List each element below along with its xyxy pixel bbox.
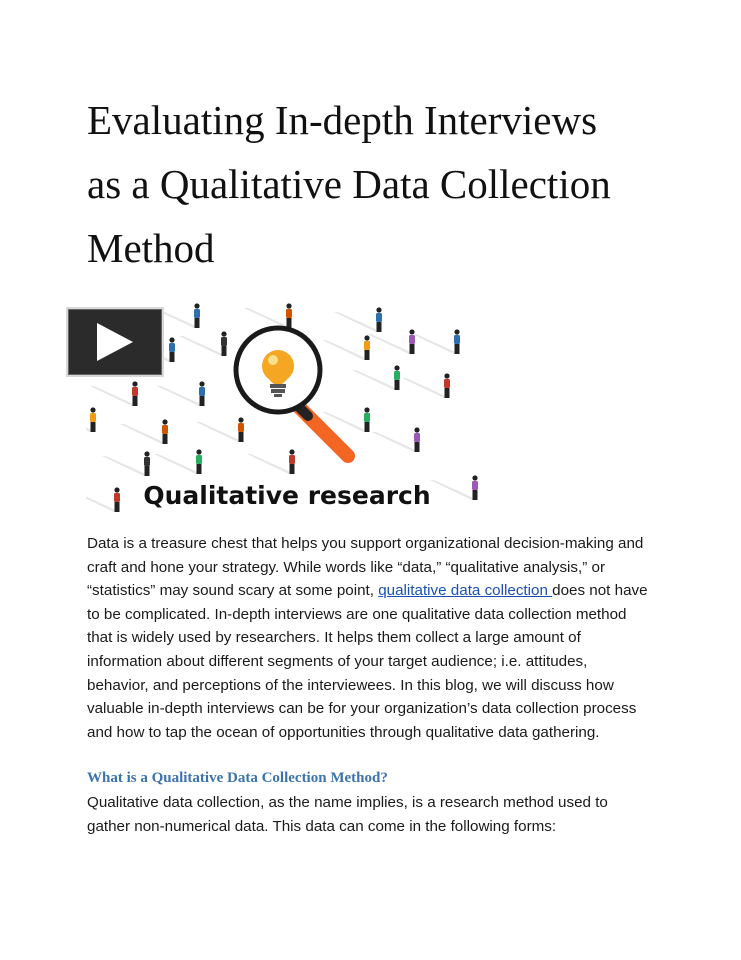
person-shadow xyxy=(367,334,415,354)
person-head xyxy=(394,365,399,370)
person-shadow xyxy=(196,422,244,442)
person-body xyxy=(144,457,150,466)
person-legs xyxy=(115,502,120,512)
person-head xyxy=(221,331,226,336)
person-body xyxy=(414,433,420,442)
illustration-caption: Qualitative research xyxy=(143,481,431,510)
intro-text-end: does not have to be complicated. In-depth interviews are one qualitative data collection method that is widely used by researchers. It helps them collect a large amount of information about different segments of your target audience; i.e. attitudes, behavior, and perceptions of the interviewees. In this blog, we will discuss how valuable in-depth interviews can be for your organization’s data collection process and how to tap the ocean of opportunities through qualitative data gathering. xyxy=(87,582,648,741)
person-body xyxy=(132,387,138,396)
person-legs xyxy=(170,352,175,362)
person-head xyxy=(162,419,167,424)
intro-paragraph xyxy=(87,532,652,744)
person-legs xyxy=(445,388,450,398)
person-body xyxy=(238,423,244,432)
person-head xyxy=(238,417,243,422)
person-head xyxy=(444,373,449,378)
video-play-button[interactable] xyxy=(66,307,164,377)
person-body xyxy=(286,309,292,318)
intro-text-start: Data is a treasure chest that helps you support organizational decision-making and craft and hone your strategy. While words like “data,” “qualitative analysis,” or “statistics” may sound scary at some point, xyxy=(87,535,644,600)
person-head xyxy=(454,329,459,334)
person-body xyxy=(90,413,96,422)
person-shadow xyxy=(244,308,292,328)
person-legs xyxy=(365,422,370,432)
person-body xyxy=(364,341,370,350)
title-line-2: as a Qualitative Data Collection xyxy=(87,161,611,207)
person-body xyxy=(169,343,175,352)
person-shadow xyxy=(412,334,460,354)
person-legs xyxy=(91,422,96,432)
person-head xyxy=(196,449,201,454)
person-legs xyxy=(239,432,244,442)
person-legs xyxy=(163,434,168,444)
person-shadow xyxy=(154,454,202,474)
person-legs xyxy=(365,350,370,360)
person-shadow xyxy=(402,378,450,398)
person-legs xyxy=(222,346,227,356)
person-head xyxy=(144,451,149,456)
person-head xyxy=(90,407,95,412)
person-shadow xyxy=(352,370,400,390)
person-head xyxy=(169,337,174,342)
person-head xyxy=(194,303,199,308)
person-body xyxy=(454,335,460,344)
person-body xyxy=(472,481,478,490)
person-legs xyxy=(195,318,200,328)
person-head xyxy=(376,307,381,312)
person-legs xyxy=(377,322,382,332)
definition-paragraph: Qualitative data collection, as the name implies, is a research method used to gather non-numerical data. This data can come in the following forms: xyxy=(87,794,608,835)
person-legs xyxy=(145,466,150,476)
person-body xyxy=(196,455,202,464)
page-title xyxy=(87,88,687,280)
title-line-1: Evaluating In-depth Interviews xyxy=(87,97,598,143)
person-shadow xyxy=(372,432,420,452)
play-icon xyxy=(95,321,135,363)
person-legs xyxy=(200,396,205,406)
person-body xyxy=(289,455,295,464)
person-body xyxy=(194,309,200,318)
person-body xyxy=(409,335,415,344)
person-head xyxy=(409,329,414,334)
person-shadow xyxy=(102,456,150,476)
section-heading: What is a Qualitative Data Collection Method? xyxy=(87,770,388,786)
person-body xyxy=(394,371,400,380)
qualitative-data-collection-link[interactable]: qualitative data collection xyxy=(378,582,553,600)
person-head xyxy=(132,381,137,386)
person-legs xyxy=(133,396,138,406)
person-shadow xyxy=(157,386,205,406)
person-head xyxy=(364,407,369,412)
person-head xyxy=(414,427,419,432)
person-shadow xyxy=(430,480,478,500)
person-legs xyxy=(415,442,420,452)
person-body xyxy=(162,425,168,434)
person-legs xyxy=(290,464,295,474)
person-body xyxy=(221,337,227,346)
person-head xyxy=(199,381,204,386)
person-legs xyxy=(197,464,202,474)
person-head xyxy=(472,475,477,480)
person-legs xyxy=(473,490,478,500)
title-line-3: Method xyxy=(87,225,215,271)
person-body xyxy=(444,379,450,388)
person-shadow xyxy=(334,312,382,332)
person-head xyxy=(364,335,369,340)
person-head xyxy=(286,303,291,308)
person-shadow xyxy=(179,336,227,356)
person-body xyxy=(114,493,120,502)
person-legs xyxy=(410,344,415,354)
person-body xyxy=(364,413,370,422)
person-shadow xyxy=(90,386,138,406)
person-body xyxy=(199,387,205,396)
person-head xyxy=(289,449,294,454)
person-body xyxy=(376,313,382,322)
person-shadow xyxy=(322,340,370,360)
magnifier-icon xyxy=(236,328,348,456)
person-shadow xyxy=(120,424,168,444)
person-legs xyxy=(455,344,460,354)
person-head xyxy=(114,487,119,492)
person-legs xyxy=(395,380,400,390)
person-shadow xyxy=(247,454,295,474)
